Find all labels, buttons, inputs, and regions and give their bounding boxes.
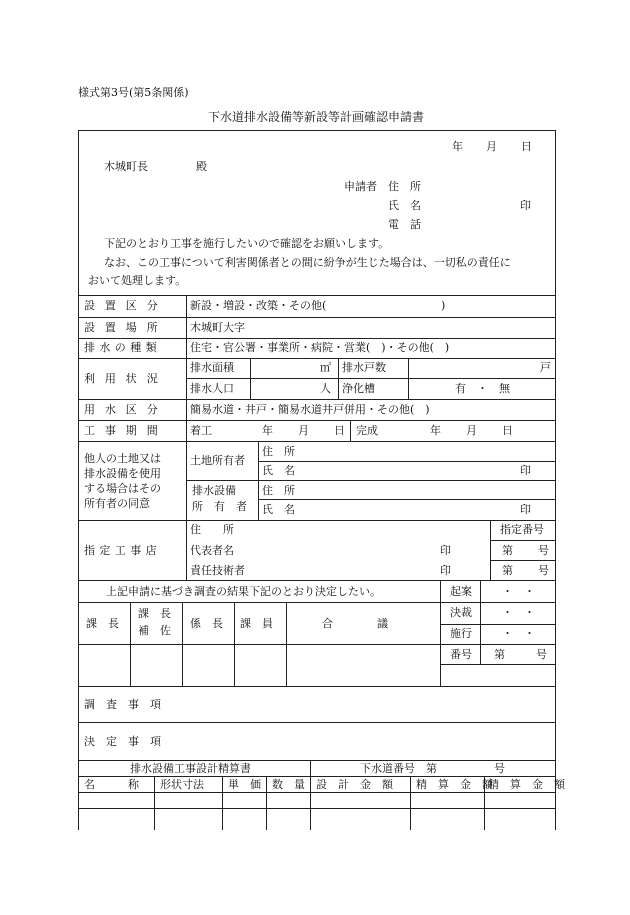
haisui-shurui-value: 住宅・官公署・事業所・病院・営業( )・その他( )	[190, 341, 450, 354]
form-number: 様式第3号(第5条関係)	[78, 86, 189, 99]
land-owner-label: 土地所有者	[190, 454, 245, 467]
bangou-label: 番号	[450, 648, 472, 661]
contractor-address: 住 所	[190, 523, 234, 536]
facility-owner-label-2: 所 有 者	[192, 500, 247, 513]
kain-label: 課 員	[240, 617, 273, 630]
chousa-label: 調 査 事 項	[84, 698, 161, 711]
area-label: 排水面積	[190, 361, 234, 374]
setchi-kubun-label: 設置区分	[84, 299, 168, 312]
kacho-label: 課 長	[86, 617, 119, 630]
date-year: 年	[452, 140, 463, 153]
yousui-value: 簡易水道・井戸・簡易水道井戸併用・その他( )	[190, 403, 430, 416]
septic-value: 有 ・ 無	[455, 382, 510, 395]
addressee: 木城町長	[104, 160, 148, 173]
hosa-label-2: 補 佐	[138, 624, 171, 637]
start-year: 年	[262, 424, 273, 437]
contractor-engineer: 責任技術者	[190, 564, 245, 577]
rep-number-suffix: 号	[538, 544, 549, 557]
kian-label: 起案	[450, 585, 472, 598]
facility-owner-name: 氏 名	[262, 503, 295, 516]
applicant-label: 申請者	[344, 180, 377, 193]
rep-number-prefix: 第	[502, 544, 513, 557]
col-quantity: 数 量	[272, 778, 305, 791]
applicant-phone-label: 電 話	[388, 218, 421, 231]
sewer-number-label: 下水道番号 第	[360, 762, 437, 775]
eng-number-prefix: 第	[502, 564, 513, 577]
facility-owner-seal: 印	[520, 503, 531, 516]
date-month: 月	[486, 140, 497, 153]
col-name: 名 称	[84, 778, 139, 791]
land-owner-seal: 印	[520, 464, 531, 477]
end-label: 完成	[356, 424, 378, 437]
start-month: 月	[298, 424, 309, 437]
applicant-name-label: 氏 名	[388, 199, 421, 212]
col-settle-amount-1: 精 算 金 額	[416, 778, 493, 791]
col-settle-amount-2: 精 算 金 額	[488, 778, 565, 791]
people-unit: 人	[320, 382, 331, 395]
septic-label: 浄化槽	[342, 382, 375, 395]
contractor-label: 指定工事店	[84, 544, 161, 557]
start-label: 着工	[190, 424, 212, 437]
sewer-number-suffix: 号	[494, 762, 505, 775]
riyou-label: 利用状況	[84, 372, 168, 385]
consent-label-3: する場合はその	[84, 482, 161, 495]
kessai-date: ・ ・	[502, 606, 535, 619]
houses-label: 排水戸数	[342, 361, 386, 374]
land-owner-address: 住 所	[262, 445, 295, 458]
end-month: 月	[466, 424, 477, 437]
kessai-label: 決裁	[450, 606, 472, 619]
bangou-prefix: 第	[494, 648, 505, 661]
facility-owner-label-1: 排水設備	[192, 484, 236, 497]
intro-responsibility-2: おいて処理します。	[88, 274, 187, 287]
shikou-label: 施行	[450, 627, 472, 640]
contractor-engineer-seal: 印	[440, 564, 451, 577]
setchi-kubun-close: )	[441, 299, 446, 312]
people-label: 排水人口	[190, 382, 234, 395]
estimate-title: 排水設備工事設計精算書	[130, 762, 251, 775]
setchi-basho-label: 設置場所	[84, 321, 168, 334]
col-shape: 形状寸法	[160, 778, 204, 791]
gougi-label: 合 議	[322, 617, 388, 630]
yousui-label: 用水区分	[84, 403, 168, 416]
setchi-kubun-value: 新設・増設・改築・その他(	[190, 299, 327, 312]
end-day: 日	[502, 424, 513, 437]
haisui-shurui-label: 排水の種類	[84, 341, 161, 354]
col-unit-price: 単 価	[228, 778, 261, 791]
kian-date: ・ ・	[502, 585, 535, 598]
land-owner-name: 氏 名	[262, 464, 295, 477]
date-day: 日	[521, 140, 532, 153]
kouji-kikan-label: 工事期間	[84, 424, 168, 437]
applicant-address-label: 住 所	[388, 180, 421, 193]
consent-label-2: 排水設備を使用	[84, 467, 161, 480]
consent-label-1: 他人の土地又は	[84, 452, 161, 465]
end-year: 年	[430, 424, 441, 437]
contractor-rep: 代表者名	[190, 544, 234, 557]
decision-statement: 上記申請に基づき調査の結果下記のとおり決定したい。	[106, 585, 381, 598]
setchi-basho-value: 木城町大字	[190, 321, 245, 334]
area-unit: ㎡	[320, 361, 331, 374]
facility-owner-address: 住 所	[262, 484, 295, 497]
honorific: 殿	[196, 160, 207, 173]
kakaricho-label: 係 長	[190, 617, 223, 630]
intro-responsibility-1: なお、この工事について利害関係者との間に紛争が生じた場合は、一切私の責任に	[104, 256, 511, 269]
col-design-amount: 設 計 金 額	[316, 778, 393, 791]
designation-label: 指定番号	[500, 523, 544, 536]
shikou-date: ・ ・	[502, 627, 535, 640]
eng-number-suffix: 号	[538, 564, 549, 577]
consent-label-4: 所有者の同意	[84, 497, 150, 510]
houses-unit: 戸	[540, 361, 551, 374]
applicant-seal: 印	[520, 199, 531, 212]
kettei-label: 決 定 事 項	[84, 735, 161, 748]
contractor-rep-seal: 印	[440, 544, 451, 557]
form-title: 下水道排水設備等新設等計画確認申請書	[208, 110, 425, 124]
hosa-label-1: 課 長	[138, 607, 171, 620]
bangou-suffix: 号	[536, 648, 547, 661]
intro-request: 下記のとおり工事を施行したいので確認をお願いします。	[104, 237, 390, 250]
start-day: 日	[334, 424, 345, 437]
